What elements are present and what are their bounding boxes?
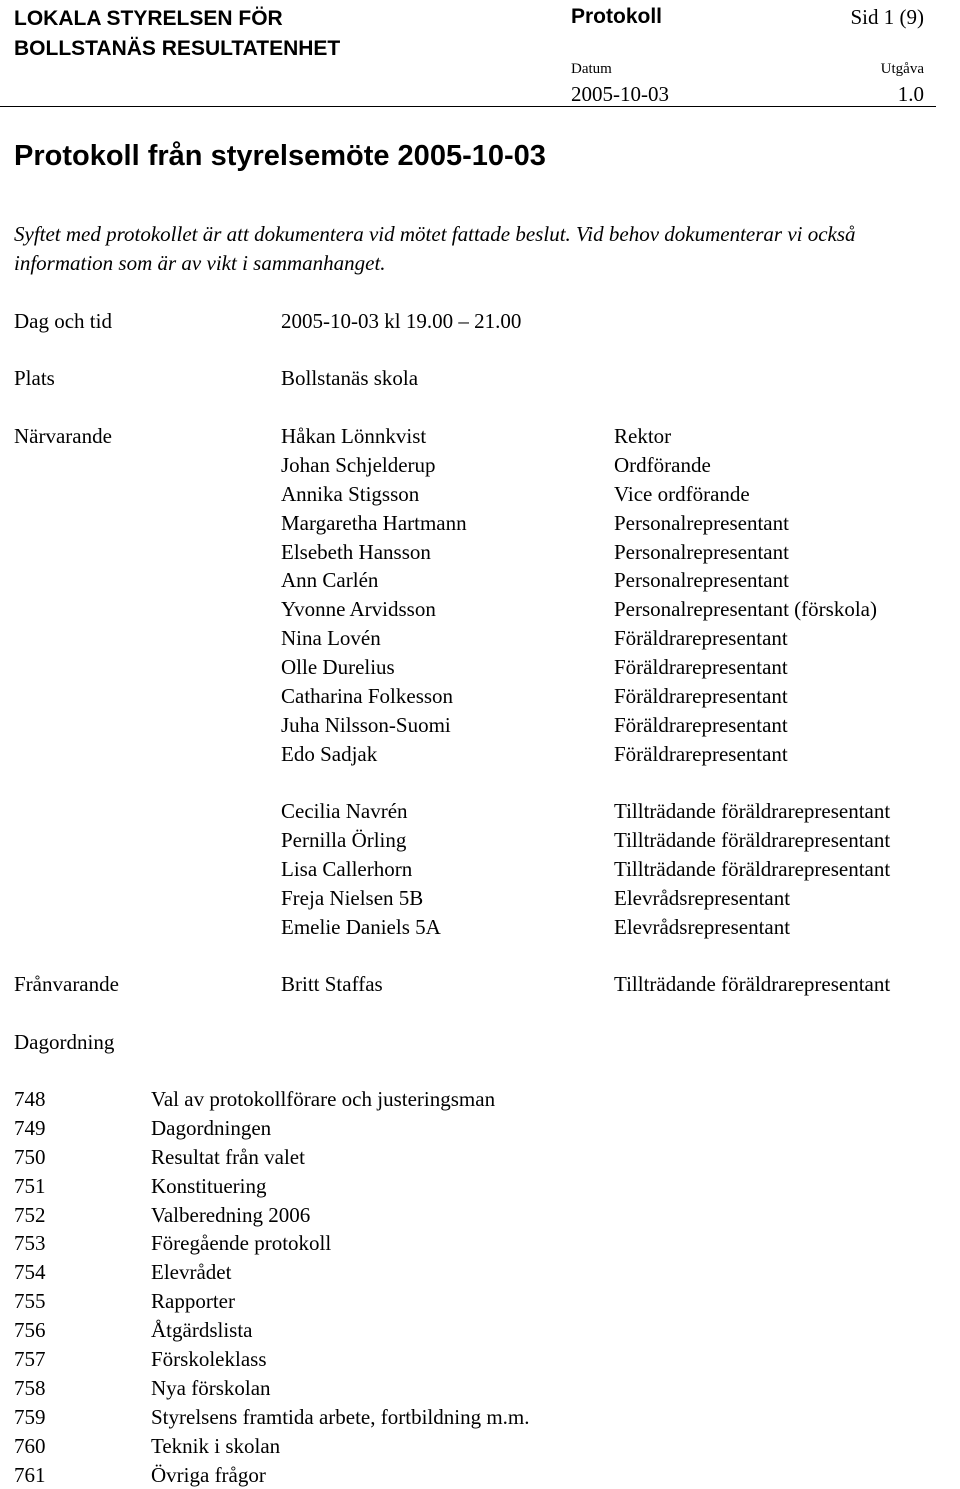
present-list [281,422,877,769]
attendee-row [281,422,877,451]
time-label: Dag och tid [14,309,112,333]
attendee-row [281,913,890,942]
date-label: Datum [571,61,612,77]
attendee-name: Ann Carlén [281,568,379,593]
attendee-role: Tillträdande föräldrarepresentant [614,827,891,852]
attendee-row [281,509,877,538]
attendee-role: Föräldrarepresentant [614,741,788,766]
agenda-item [14,1114,530,1143]
purpose-text: Syftet med protokollet är att dokumentera vid mötet fattade beslut. Vid behov dokumenterar vi också information som är av vikt i sammanhanget. [14,222,856,275]
page-indicator: Sid 1 (9) [850,5,924,29]
attendee-name: Johan Schjelderup [281,452,436,477]
attendee-name: Edo Sadjak [281,741,378,766]
agenda-item [14,1403,530,1432]
agenda-item-number: 759 [14,1404,46,1429]
attendee-name: Juha Nilsson-Suomi [281,712,451,737]
version-label: Utgåva [880,61,924,77]
attendee-row [281,884,890,913]
version-value: 1.0 [897,82,924,106]
agenda-item-number: 748 [14,1087,46,1111]
page-title: Protokoll från styrelsemöte 2005-10-03 [14,140,546,172]
attendee-row [281,740,877,769]
attendee-row [281,826,890,855]
absent-role: Tillträdande föräldrarepresentant [614,972,891,996]
attendee-role: Personalrepresentant [614,568,789,593]
agenda-list [14,1085,530,1489]
agenda-item [14,1085,530,1114]
attendee-name: Elsebeth Hansson [281,539,431,564]
agenda-item-text: Övriga frågor [151,1462,266,1487]
attendee-name: Lisa Callerhorn [281,856,413,881]
attendee-role: Tillträdande föräldrarepresentant [614,856,891,881]
attendee-row [281,595,877,624]
attendee-role: Elevrådsrepresentant [614,885,791,910]
agenda-item-number: 755 [14,1289,46,1314]
date-value: 2005-10-03 [571,82,669,106]
attendee-row [281,451,877,480]
attendee-role: Föräldrarepresentant [614,655,788,680]
agenda-item-number: 752 [14,1202,46,1227]
place-label: Plats [14,366,55,390]
attendee-role: Vice ordförande [614,481,750,506]
agenda-item-text: Val av protokollförare och justeringsman [151,1087,496,1111]
attendee-name: Catharina Folkesson [281,684,454,709]
attendee-role: Föräldrarepresentant [614,626,788,651]
attendee-name: Olle Durelius [281,655,395,680]
agenda-item [14,1287,530,1316]
attendee-name: Annika Stigsson [281,481,420,506]
agenda-item-text: Rapporter [151,1289,235,1314]
agenda-item-text: Åtgärdslista [151,1318,253,1343]
attendee-name: Emelie Daniels 5A [281,914,441,939]
agenda-label: Dagordning [14,1030,115,1054]
agenda-item-number: 751 [14,1173,46,1198]
attendee-row [281,797,890,826]
agenda-item-number: 761 [14,1462,46,1487]
attendee-role: Ordförande [614,452,711,477]
absent-name: Britt Staffas [281,972,383,996]
attendee-role: Personalrepresentant [614,510,789,535]
attendee-row [281,624,877,653]
organization-line-1: LOKALA STYRELSEN FÖR [14,7,283,30]
present-label: Närvarande [14,424,112,448]
attendee-name: Håkan Lönnkvist [281,424,427,448]
attendee-role: Föräldrarepresentant [614,712,788,737]
agenda-item-text: Nya förskolan [151,1375,271,1400]
agenda-item [14,1258,530,1287]
attendee-row [281,566,877,595]
organization-name [14,4,340,64]
agenda-item-text: Förskoleklass [151,1347,267,1372]
attendee-name: Nina Lovén [281,626,381,651]
attendee-role: Tillträdande föräldrarepresentant [614,799,891,823]
attendee-role: Rektor [614,424,672,448]
organization-line-2: BOLLSTANÄS RESULTATENHET [14,37,341,60]
attendee-name: Pernilla Örling [281,827,407,852]
agenda-item [14,1229,530,1258]
agenda-item [14,1374,530,1403]
agenda-item-number: 758 [14,1375,46,1400]
agenda-item-number: 757 [14,1347,46,1372]
attendee-role: Personalrepresentant [614,539,789,564]
attendee-name: Margaretha Hartmann [281,510,467,535]
agenda-item [14,1461,530,1489]
agenda-item-number: 753 [14,1231,46,1256]
agenda-item-text: Teknik i skolan [151,1433,281,1458]
agenda-item [14,1316,530,1345]
agenda-item-number: 754 [14,1260,46,1285]
agenda-item-number: 750 [14,1144,46,1169]
attendee-role: Föräldrarepresentant [614,684,788,709]
agenda-item-number: 760 [14,1433,46,1458]
agenda-item [14,1172,530,1201]
absent-label: Frånvarande [14,972,119,996]
time-value: 2005-10-03 kl 19.00 – 21.00 [281,309,522,333]
agenda-item-number: 756 [14,1318,46,1343]
attendee-role: Personalrepresentant (förskola) [614,597,877,622]
agenda-item-text: Styrelsens framtida arbete, fortbildning m.m. [151,1404,530,1429]
attendee-row [281,653,877,682]
agenda-item-text: Valberedning 2006 [151,1202,311,1227]
attendee-row [281,480,877,509]
agenda-item [14,1345,530,1374]
attendee-role: Elevrådsrepresentant [614,914,791,939]
document-type: Protokoll [571,5,663,28]
agenda-item-text: Dagordningen [151,1115,272,1140]
attendee-name: Freja Nielsen 5B [281,885,424,910]
agenda-item-number: 749 [14,1115,46,1140]
agenda-item-text: Föregående protokoll [151,1231,332,1256]
agenda-item-text: Konstituering [151,1173,267,1198]
place-value: Bollstanäs skola [281,366,419,390]
agenda-item [14,1201,530,1230]
agenda-item [14,1432,530,1461]
attendee-row [281,855,890,884]
agenda-item [14,1143,530,1172]
attendee-name: Cecilia Navrén [281,799,408,823]
attendee-row [281,538,877,567]
attendee-name: Yvonne Arvidsson [281,597,436,622]
agenda-item-text: Resultat från valet [151,1144,305,1169]
agenda-item-text: Elevrådet [151,1260,232,1285]
present-extra-list [281,797,890,941]
attendee-row [281,711,877,740]
attendee-row [281,682,877,711]
header-divider [0,106,936,107]
